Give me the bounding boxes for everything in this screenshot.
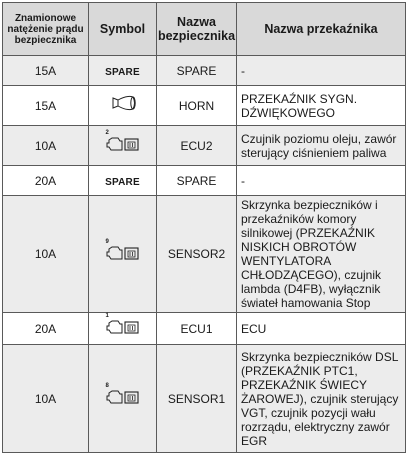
symbol-number: 1 [105, 313, 109, 319]
table-header-row [3, 3, 406, 56]
symbol-cell [89, 56, 157, 86]
relay-cell: Skrzynka bezpieczników DSL (PRZEKAŹNIK PTC1, PRZEKAŹNIK ŚWIECY ŻAROWEJ), czujnik sterujący VGT, czujnik pozycji wału rozrządu, elektryczny zawór EGR [237, 345, 406, 453]
spare-symbol: SPARE [105, 176, 140, 188]
table-row [3, 166, 406, 196]
fuse-table [2, 2, 406, 453]
fuse-name-cell: SPARE [157, 56, 237, 86]
relay-cell: - [237, 166, 406, 196]
rating-cell: 10A [3, 196, 89, 313]
header-rating: Znamionowe natężenie prądu bezpiecznika [3, 3, 89, 56]
symbol-cell [89, 86, 157, 126]
rating-cell: 20A [3, 313, 89, 345]
fuse-name-cell: SENSOR2 [157, 196, 237, 313]
symbol-number: 9 [105, 238, 109, 245]
symbol-cell [89, 196, 157, 313]
table-row [3, 313, 406, 345]
fuse-name-cell: SPARE [157, 166, 237, 196]
rating-cell: 10A [3, 126, 89, 166]
relay-cell: ECU [237, 313, 406, 345]
fuse-name-cell: ECU2 [157, 126, 237, 166]
engine-ecu-icon [103, 314, 143, 338]
table-row [3, 345, 406, 453]
symbol-number: 2 [105, 130, 109, 136]
relay-cell: Czujnik poziomu oleju, zawór sterujący ciśnieniem paliwa [237, 126, 406, 166]
fuse-name-cell: HORN [157, 86, 237, 126]
relay-cell: PRZEKAŹNIK SYGN. DŹWIĘKOWEGO [237, 86, 406, 126]
fuse-name-cell: SENSOR1 [157, 345, 237, 453]
engine-ecu-icon [103, 384, 143, 408]
rating-cell: 20A [3, 166, 89, 196]
table-row [3, 126, 406, 166]
horn-icon [103, 91, 143, 115]
fuse-name-cell: ECU1 [157, 313, 237, 345]
header-relay-name: Nazwa przekaźnika [237, 3, 406, 56]
symbol-cell [89, 126, 157, 166]
engine-ecu-icon [103, 131, 143, 155]
rating-cell: 15A [3, 86, 89, 126]
spare-symbol: SPARE [105, 66, 140, 78]
relay-cell: - [237, 56, 406, 86]
engine-ecu-icon [103, 240, 143, 264]
header-symbol: Symbol [89, 3, 157, 56]
symbol-cell [89, 345, 157, 453]
rating-cell: 15A [3, 56, 89, 86]
table-row [3, 196, 406, 313]
symbol-cell [89, 166, 157, 196]
relay-cell: Skrzynka bezpieczników i przekaźników komory silnikowej (PRZEKAŹNIK NISKICH OBROTÓW WENTYLATORA CHŁODZĄCEGO), czujnik lambda (D4FB), wyłącznik świateł hamowania Stop [237, 196, 406, 313]
header-fuse-name: Nazwa bezpiecznika [157, 3, 237, 56]
table-row [3, 56, 406, 86]
symbol-cell [89, 313, 157, 345]
rating-cell: 10A [3, 345, 89, 453]
table-row [3, 86, 406, 126]
symbol-number: 8 [105, 383, 109, 389]
